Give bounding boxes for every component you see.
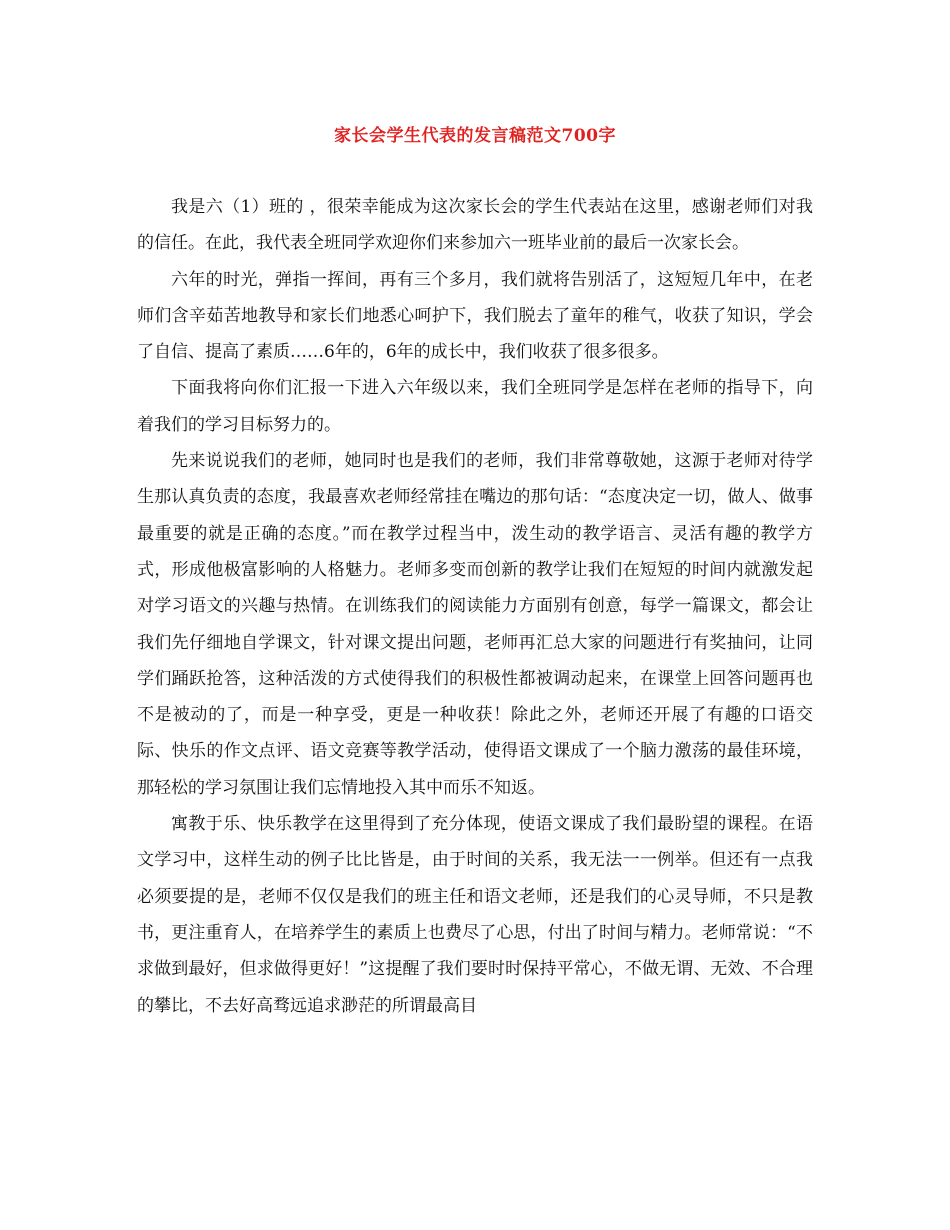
document-title: 家长会学生代表的发言稿范文700字 (334, 126, 616, 146)
paragraph-3: 下面我将向你们汇报一下进入六年级以来，我们全班同学是怎样在老师的指导下，向着我们的学习目标努力的。 (137, 378, 813, 435)
paragraph-5: 寓教于乐、快乐教学在这里得到了充分体现，使语文课成了我们最盼望的课程。在语文学习中，这样生动的例子比比皆是，由于时间的关系，我无法一一例举。但还有一点我必须要提的是，老师不仅仅是我们的班主任和语文老师，还是我们的心灵导师，不只是教书，更注重育人，在培养学生的素质上也费尽了心思，付出了时间与精力。老师常说：“不求做到最好，但求做得更好！”这提醒了我们要时时保持平常心，不做无谓、无效、不合理的攀比，不去好高骛远追求渺茫的所谓最高目 (137, 814, 813, 1016)
paragraph-2: 六年的时光，弹指一挥间，再有三个多月，我们就将告别活了，这短短几年中，在老师们含辛茹苦地教导和家长们地悉心呵护下，我们脱去了童年的稚气，收获了知识，学会了自信、提高了素质……6年的，6年的成长中，我们收获了很多很多。 (137, 269, 813, 363)
paragraph-4: 先来说说我们的老师，她同时也是我们的老师，我们非常尊敬她，这源于老师对待学生那认真负责的态度，我最喜欢老师经常挂在嘴边的那句话：“态度决定一切，做人、做事最重要的就是正确的态度。”而在教学过程当中，泼生动的教学语言、灵活有趣的教学方式，形成他极富影响的人格魅力。老师多变而创新的教学让我们在短短的时间内就激发起对学习语文的兴趣与热情。在训练我们的阅读能力方面别有创意，每学一篇课文，都会让我们先仔细地自学课文，针对课文提出问题，老师再汇总大家的问题进行有奖抽问，让同学们踊跃抢答，这种活泼的方式使得我们的积极性都被调动起来，在课堂上回答问题再也不是被动的了，而是一种享受，更是一种收获！除此之外，老师还开展了有趣的口语交际、快乐的作文点评、语文竞赛等教学活动，使得语文课成了一个脑力激荡的最佳环境，那轻松的学习氛围让我们忘情地投入其中而乐不知返。 (137, 451, 813, 798)
paragraph-1: 我是六（1）班的 ，很荣幸能成为这次家长会的学生代表站在这里，感谢老师们对我的信任。在此，我代表全班同学欢迎你们来参加六一班毕业前的最后一次家长会。 (137, 197, 813, 254)
document-body (137, 189, 813, 1024)
